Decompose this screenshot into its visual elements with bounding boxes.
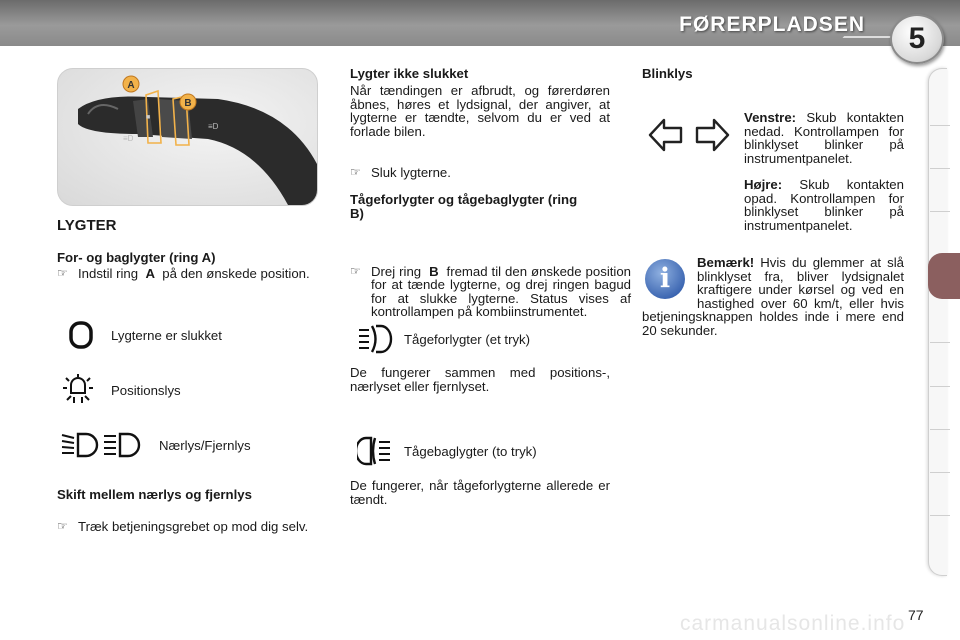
tab-divider xyxy=(930,429,950,430)
tab-divider xyxy=(930,386,950,387)
tab-divider xyxy=(930,125,950,126)
indicators-title: Blinklys xyxy=(642,66,693,81)
hand-pointer-icon: ☞ xyxy=(57,266,68,280)
lights-not-off-text: Når tændingen er afbrudt, og førerdøren åbnes, høres et lydsignal, der angiver, at lygterne er tændte, selvom du er ved at forlade bilen. xyxy=(350,83,610,139)
left-indicator-description: Skub kontakten nedad. Kontrollampen for blinklyset blinker på instrumentpanelet. xyxy=(744,110,904,166)
note-icon-space xyxy=(642,256,697,300)
front-rear-lights-instruction xyxy=(57,267,340,281)
position-lights-row xyxy=(61,373,181,407)
front-fog-light-icon xyxy=(357,322,393,356)
instruction-text: Sluk lygterne. xyxy=(371,165,451,180)
instruction-text: Drej ring xyxy=(371,263,422,279)
lights-off-row xyxy=(66,320,222,350)
chapter-number: 5 xyxy=(908,22,926,55)
chapter-tab-active[interactable] xyxy=(928,253,960,299)
note-description: Hvis du glemmer at slå blinklyset fra, bliver lydsignalet kraftigere under kørsel og ved en hastighed over 60 km/t, eller hvis betjeningsknappen holdes inde i mere end 20 sekunder. xyxy=(642,255,904,338)
light-stalk-illustration xyxy=(58,69,317,205)
tab-divider xyxy=(930,472,950,473)
svg-text:≡D: ≡D xyxy=(123,134,134,143)
beam-lights-label: Nærlys/Fjernlys xyxy=(159,437,251,453)
position-light-icon xyxy=(61,373,95,407)
tab-divider xyxy=(930,515,950,516)
note-text xyxy=(642,256,904,337)
front-fog-row xyxy=(357,322,530,356)
left-indicator-text xyxy=(744,111,904,165)
page-title: FØRERPLADSEN xyxy=(679,13,865,36)
svg-text:≡D: ≡D xyxy=(208,122,219,131)
lights-not-off-title: Lygter ikke slukket xyxy=(350,66,469,81)
light-off-icon xyxy=(66,320,96,350)
watermark: carmanualsonline.info xyxy=(680,612,906,635)
tab-divider xyxy=(930,168,950,169)
note-label: Bemærk! xyxy=(697,255,755,270)
chapter-tab-rail xyxy=(928,68,947,576)
hand-pointer-icon: ☞ xyxy=(350,263,361,278)
fog-lights-title: Tågeforlygter og tågebaglygter (ring B) xyxy=(350,192,578,221)
fog-lights-instruction xyxy=(350,265,631,319)
left-indicator-label: Venstre: xyxy=(744,110,797,125)
info-icon: i xyxy=(645,259,685,299)
front-rear-lights-title: For- og baglygter (ring A) xyxy=(57,250,216,265)
switch-beam-title: Skift mellem nærlys og fjernlys xyxy=(57,487,252,502)
light-stalk-photo xyxy=(57,68,318,206)
tab-divider xyxy=(930,342,950,343)
front-fog-label: Tågeforlygter (et tryk) xyxy=(404,331,531,347)
switch-beam-instruction xyxy=(57,520,340,534)
lights-off-instruction xyxy=(350,166,631,180)
section-heading-lights: LYGTER xyxy=(57,217,117,234)
chapter-badge xyxy=(890,14,944,64)
svg-text:A: A xyxy=(127,80,135,91)
instruction-text: Træk betjeningsgrebet op mod dig selv. xyxy=(78,518,309,534)
ring-a-label: A xyxy=(145,266,155,281)
rear-fog-row xyxy=(357,434,537,468)
instruction-text: Indstil ring xyxy=(78,266,139,281)
instruction-text: på den ønskede position. xyxy=(162,266,310,281)
instruction-text: fremad til den ønskede position for at tænde lygterne, og drej ringen bagud for at slukke lygterne. Status vises af kontrollampen på kombiinstrumentet. xyxy=(371,263,632,319)
right-indicator-text xyxy=(744,178,904,232)
page-number: 77 xyxy=(908,607,924,623)
low-high-beam-icon xyxy=(60,430,146,460)
rear-fog-light-icon xyxy=(357,434,393,468)
front-fog-text: De fungerer sammen med positions-, nærlyset eller fjernlyset. xyxy=(350,365,610,394)
svg-text:■: ■ xyxy=(146,114,151,121)
tab-divider xyxy=(930,211,950,212)
beam-lights-row xyxy=(60,430,251,460)
rear-fog-text: De fungerer, når tågeforlygterne allerede er tændt. xyxy=(350,478,610,507)
svg-text:B: B xyxy=(184,98,192,109)
hand-pointer-icon: ☞ xyxy=(57,518,68,533)
lights-off-label: Lygterne er slukket xyxy=(111,327,222,343)
ring-b-label: B xyxy=(429,263,439,279)
rear-fog-label: Tågebaglygter (to tryk) xyxy=(404,443,537,459)
right-indicator-label: Højre: xyxy=(744,177,783,192)
hand-pointer-icon: ☞ xyxy=(350,165,361,179)
position-lights-label: Positionslys xyxy=(111,382,181,398)
turn-indicator-arrows-icon xyxy=(648,117,730,153)
right-indicator-description: Skub kontakten opad. Kontrollampen for blinklyset blinker på instrumentpanelet. xyxy=(744,177,904,233)
